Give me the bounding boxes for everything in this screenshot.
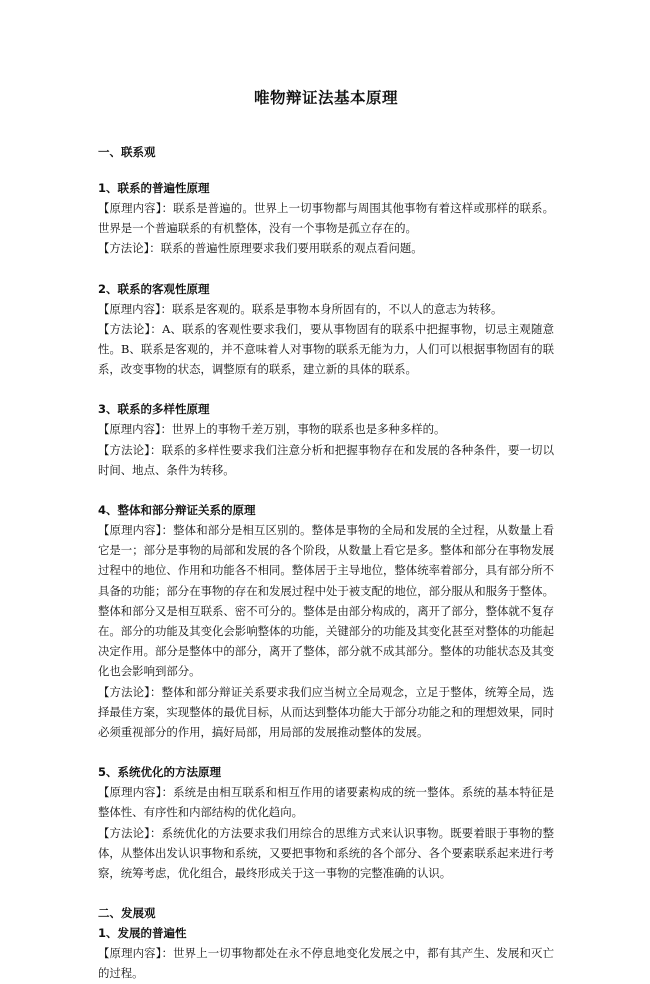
principle-content: 【原理内容】：整体和部分是相互区别的。整体是事物的全局和发展的全过程，从数量上看它是一；部分是事物的局部和发展的各个阶段，从数量上看它是多。整体和部分在事物发展过程中的地位、作用和功能各不相同。整体居于主导地位，整体统率着部分，具有部分所不具备的功能；部分在事物的存在和发展过程中处于被支配的地位，部分服从和服务于整体。整体和部分又是相互联系、密不可分的。整体是由部分构成的，离开了部分，整体就不复存在。部分的功能及其变化会影响整体的功能，关键部分的功能及其变化甚至对整体的功能起决定作用。部分是整体中的部分，离开了整体，部分就不成其部分。整体的功能状态及其变化也会影响到部分。: [98, 523, 554, 679]
subsection-heading: 2、联系的客观性原理: [98, 281, 210, 296]
methodology: 【方法论】：系统优化的方法要求我们用综合的思维方式来认识事物。既要着眼于事物的整体，从整体出发认识事物和系统，又要把事物和系统的各个部分、各个要素联系起来进行考察，统筹考虑，优化组合，最终形成关于这一事物的完整准确的认识。: [98, 825, 554, 881]
methodology: 【方法论】：A、联系的客观性要求我们，要从事物固有的联系中把握事物，切忌主观随意性。B、联系是客观的，并不意味着人对事物的联系无能为力，人们可以根据事物固有的联系，改变事物的状态，调整原有的联系，建立新的具体的联系。: [98, 321, 554, 377]
principle-content: 【原理内容】：联系是普遍的。世界上一切事物都与周围其他事物有着这样或那样的联系。世界是一个普遍联系的有机整体，没有一个事物是孤立存在的。: [98, 201, 554, 236]
principle-content: 【原理内容】：联系是客观的。联系是事物本身所固有的，不以人的意志为转移。: [98, 301, 503, 316]
subsection-heading: 1、联系的普遍性原理: [98, 181, 210, 195]
section-heading-connection: 一、联系观: [98, 145, 156, 159]
methodology: 【方法论】：整体和部分辩证关系要求我们应当树立全局观念，立足于整体，统筹全局，选择最佳方案，实现整体的最优目标，从而达到整体功能大于部分功能之和的理想效果，同时必须重视部分的作用，搞好局部，用局部的发展推动整体的发展。: [98, 684, 554, 740]
principle-content: 【原理内容】：世界上一切事物都处在永不停息地变化发展之中，都有其产生、发展和灭亡的过程。: [98, 946, 554, 981]
section-heading-development: 二、发展观: [98, 906, 156, 921]
principle-content: 【原理内容】：世界上的事物千差万别，事物的联系也是多种多样的。: [98, 422, 446, 437]
subsection-heading: 3、联系的多样性原理: [98, 402, 210, 417]
document-title: 唯物辩证法基本原理: [253, 89, 398, 107]
methodology: 【方法论】：联系的多样性要求我们注意分析和把握事物存在和发展的各种条件，要一切以时间、地点、条件为转移。: [98, 442, 554, 477]
subsection-heading: 4、整体和部分辩证关系的原理: [98, 503, 256, 518]
subsection-heading: 1、发展的普遍性: [98, 926, 187, 941]
principle-content: 【原理内容】：系统是由相互联系和相互作用的诸要素构成的统一整体。系统的基本特征是整体性、有序性和内部结构的优化趋向。: [98, 785, 554, 820]
methodology: 【方法论】：联系的普遍性原理要求我们要用联系的观点看问题。: [98, 241, 423, 256]
subsection-heading: 5、系统优化的方法原理: [98, 765, 222, 780]
